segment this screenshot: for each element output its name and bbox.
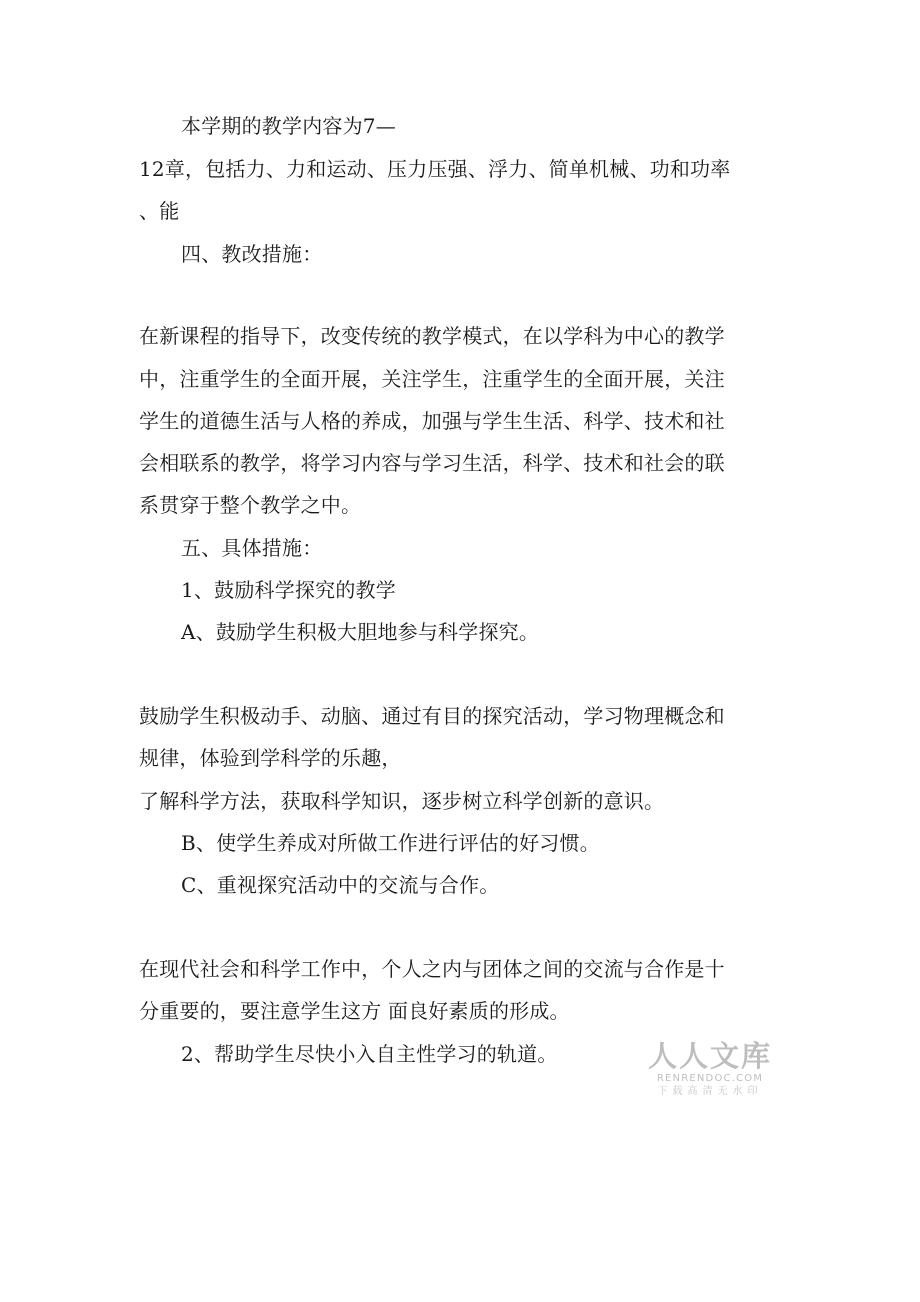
text-line: 系贯穿于整个教学之中。 [139, 493, 362, 517]
watermark-subtitle: 下载高清无水印 [657, 1086, 763, 1097]
text-line: 在新课程的指导下，改变传统的教学模式，在以学科为中心的教学 [139, 324, 725, 348]
text-line: 12章，包括力、力和运动、压力压强、浮力、简单机械、功和功率 [139, 157, 731, 181]
list-item: B、使学生养成对所做工作进行评估的好习惯。 [181, 831, 600, 855]
text-line: 了解科学方法，获取科学知识，逐步树立科学创新的意识。 [139, 789, 665, 813]
list-item: C、重视探究活动中的交流与合作。 [181, 873, 500, 897]
text-line: 学生的道德生活与人格的养成，加强与学生生活、科学、技术和社 [139, 409, 725, 433]
list-item: A、鼓励学生积极大胆地参与科学探究。 [181, 620, 540, 644]
list-item: 1、鼓励科学探究的教学 [181, 578, 396, 602]
text-line: 分重要的，要注意学生这方 面良好素质的形成。 [139, 999, 570, 1023]
watermark-title: 人人文库 [647, 1039, 772, 1073]
text-line: 、能 [139, 199, 180, 223]
watermark-url: RENRENDOC.COM [656, 1073, 764, 1084]
section-heading: 五、具体措施： [181, 536, 323, 560]
text-line: 鼓励学生积极动手、动脑、通过有目的探究活动，学习物理概念和 [139, 704, 725, 728]
text-line: 会相联系的教学，将学习内容与学习生活，科学、技术和社会的联 [139, 451, 725, 475]
text-line: 中，注重学生的全面开展，关注学生，注重学生的全面开展，关注 [139, 367, 725, 391]
list-item: 2、帮助学生尽快小入自主性学习的轨道。 [181, 1042, 558, 1066]
text-line: 本学期的教学内容为7— [181, 114, 396, 138]
text-line: 规律，体验到学科学的乐趣， [139, 746, 402, 770]
watermark-logo [644, 1040, 776, 1098]
section-heading: 四、教改措施： [181, 242, 323, 266]
text-line: 在现代社会和科学工作中，个人之内与团体之间的交流与合作是十 [139, 957, 725, 981]
